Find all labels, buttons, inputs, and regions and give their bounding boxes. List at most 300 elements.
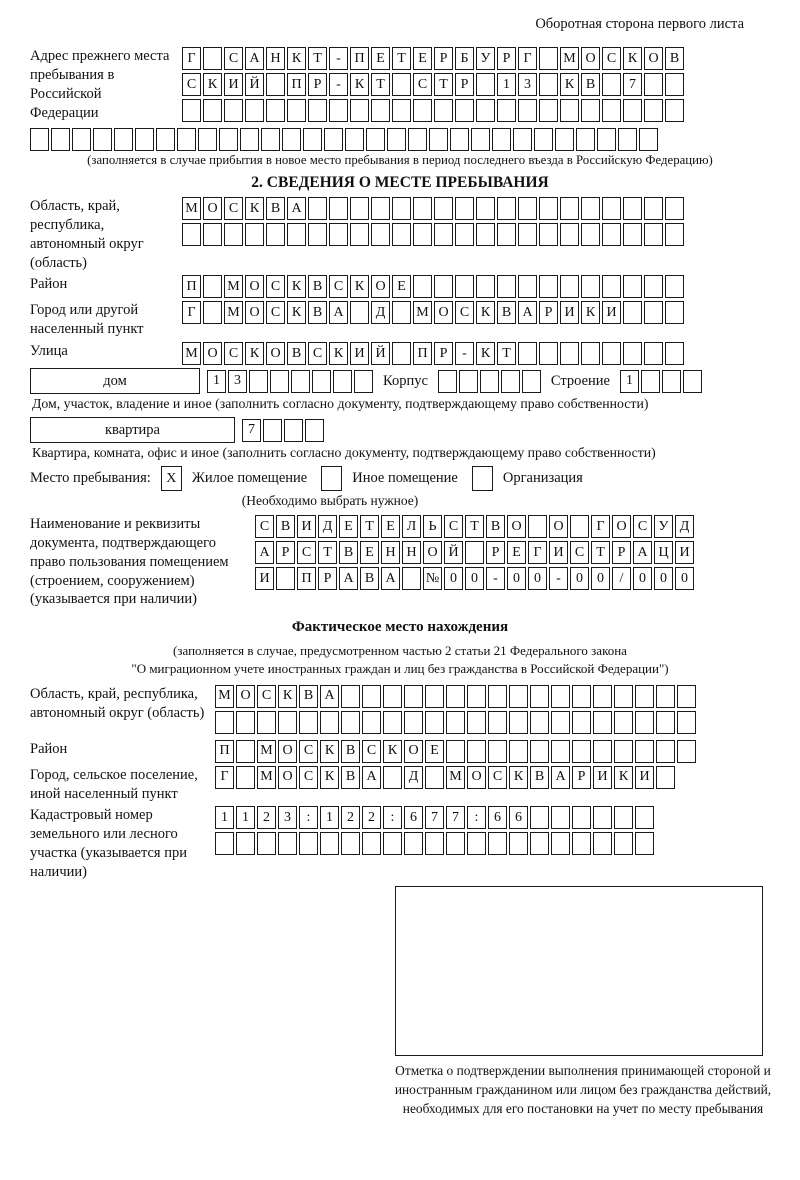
- char-box[interactable]: Т: [392, 47, 411, 70]
- char-box[interactable]: О: [423, 541, 442, 564]
- char-box[interactable]: Р: [276, 541, 295, 564]
- char-box[interactable]: [429, 128, 448, 151]
- char-box[interactable]: У: [654, 515, 673, 538]
- char-box[interactable]: [623, 301, 642, 324]
- char-box[interactable]: 3: [518, 73, 537, 96]
- char-box[interactable]: [392, 73, 411, 96]
- char-box[interactable]: [287, 99, 306, 122]
- char-box[interactable]: К: [203, 73, 222, 96]
- char-box[interactable]: Н: [381, 541, 400, 564]
- char-box[interactable]: [413, 99, 432, 122]
- char-box[interactable]: [72, 128, 91, 151]
- char-box[interactable]: К: [560, 73, 579, 96]
- char-box[interactable]: Р: [497, 47, 516, 70]
- char-box[interactable]: [467, 832, 486, 855]
- char-box[interactable]: [312, 370, 331, 393]
- char-box[interactable]: 0: [465, 567, 484, 590]
- char-box[interactable]: [425, 685, 444, 708]
- char-box[interactable]: [459, 370, 478, 393]
- char-box[interactable]: /: [612, 567, 631, 590]
- char-box[interactable]: В: [486, 515, 505, 538]
- char-box[interactable]: [581, 223, 600, 246]
- char-box[interactable]: П: [287, 73, 306, 96]
- char-box[interactable]: 6: [488, 806, 507, 829]
- char-box[interactable]: [240, 128, 259, 151]
- char-box[interactable]: Р: [308, 73, 327, 96]
- char-box[interactable]: В: [276, 515, 295, 538]
- char-box[interactable]: [488, 740, 507, 763]
- char-box[interactable]: 0: [591, 567, 610, 590]
- char-box[interactable]: А: [339, 567, 358, 590]
- char-box[interactable]: Н: [266, 47, 285, 70]
- char-box[interactable]: [662, 370, 681, 393]
- char-box[interactable]: [572, 740, 591, 763]
- char-box[interactable]: О: [245, 301, 264, 324]
- char-box[interactable]: К: [320, 766, 339, 789]
- char-box[interactable]: [366, 128, 385, 151]
- char-box[interactable]: :: [467, 806, 486, 829]
- char-box[interactable]: К: [287, 275, 306, 298]
- char-box[interactable]: [560, 197, 579, 220]
- char-box[interactable]: [413, 223, 432, 246]
- char-box[interactable]: [270, 370, 289, 393]
- char-box[interactable]: 1: [215, 806, 234, 829]
- char-box[interactable]: О: [236, 685, 255, 708]
- char-box[interactable]: [425, 711, 444, 734]
- char-box[interactable]: [341, 711, 360, 734]
- char-box[interactable]: [539, 275, 558, 298]
- char-box[interactable]: [581, 99, 600, 122]
- char-box[interactable]: С: [224, 197, 243, 220]
- char-box[interactable]: [450, 128, 469, 151]
- char-box[interactable]: [215, 832, 234, 855]
- char-box[interactable]: И: [350, 342, 369, 365]
- char-box[interactable]: -: [486, 567, 505, 590]
- char-box[interactable]: [476, 223, 495, 246]
- char-box[interactable]: [266, 73, 285, 96]
- char-box[interactable]: [665, 99, 684, 122]
- char-box[interactable]: П: [182, 275, 201, 298]
- char-box[interactable]: М: [224, 275, 243, 298]
- char-box[interactable]: Е: [392, 275, 411, 298]
- char-box[interactable]: С: [455, 301, 474, 324]
- char-box[interactable]: С: [308, 342, 327, 365]
- char-box[interactable]: П: [350, 47, 369, 70]
- char-box[interactable]: [404, 711, 423, 734]
- char-box[interactable]: О: [581, 47, 600, 70]
- char-box[interactable]: Д: [404, 766, 423, 789]
- char-box[interactable]: С: [224, 47, 243, 70]
- char-box[interactable]: 1: [236, 806, 255, 829]
- char-box[interactable]: К: [509, 766, 528, 789]
- char-box[interactable]: Г: [518, 47, 537, 70]
- char-box[interactable]: [570, 515, 589, 538]
- char-box[interactable]: [282, 128, 301, 151]
- char-box[interactable]: О: [203, 197, 222, 220]
- char-box[interactable]: [329, 99, 348, 122]
- char-box[interactable]: [539, 197, 558, 220]
- char-box[interactable]: А: [255, 541, 274, 564]
- char-box[interactable]: О: [245, 275, 264, 298]
- char-box[interactable]: 7: [446, 806, 465, 829]
- char-box[interactable]: М: [560, 47, 579, 70]
- char-box[interactable]: С: [182, 73, 201, 96]
- char-box[interactable]: О: [203, 342, 222, 365]
- char-box[interactable]: [665, 301, 684, 324]
- char-box[interactable]: Г: [591, 515, 610, 538]
- char-box[interactable]: Г: [182, 301, 201, 324]
- char-box[interactable]: [383, 711, 402, 734]
- char-box[interactable]: Е: [425, 740, 444, 763]
- char-box[interactable]: [656, 711, 675, 734]
- char-box[interactable]: 3: [228, 370, 247, 393]
- char-box[interactable]: С: [266, 301, 285, 324]
- char-box[interactable]: Й: [444, 541, 463, 564]
- char-box[interactable]: [324, 128, 343, 151]
- char-box[interactable]: [534, 128, 553, 151]
- char-box[interactable]: [551, 740, 570, 763]
- char-box[interactable]: [455, 99, 474, 122]
- char-box[interactable]: №: [423, 567, 442, 590]
- char-box[interactable]: [404, 685, 423, 708]
- char-box[interactable]: [303, 128, 322, 151]
- char-box[interactable]: [177, 128, 196, 151]
- char-box[interactable]: А: [245, 47, 264, 70]
- char-box[interactable]: А: [362, 766, 381, 789]
- char-box[interactable]: 1: [620, 370, 639, 393]
- char-box[interactable]: [219, 128, 238, 151]
- char-box[interactable]: В: [299, 685, 318, 708]
- checkbox-other-premises[interactable]: [321, 466, 342, 491]
- char-box[interactable]: Б: [455, 47, 474, 70]
- char-box[interactable]: С: [602, 47, 621, 70]
- char-box[interactable]: С: [329, 275, 348, 298]
- char-box[interactable]: [623, 342, 642, 365]
- char-box[interactable]: [308, 99, 327, 122]
- char-box[interactable]: [392, 223, 411, 246]
- char-box[interactable]: [434, 99, 453, 122]
- char-box[interactable]: А: [381, 567, 400, 590]
- char-box[interactable]: [308, 223, 327, 246]
- char-box[interactable]: И: [593, 766, 612, 789]
- char-box[interactable]: [203, 47, 222, 70]
- char-box[interactable]: :: [299, 806, 318, 829]
- char-box[interactable]: 1: [207, 370, 226, 393]
- char-box[interactable]: [236, 711, 255, 734]
- char-box[interactable]: [392, 99, 411, 122]
- char-box[interactable]: И: [675, 541, 694, 564]
- char-box[interactable]: А: [518, 301, 537, 324]
- char-box[interactable]: Й: [245, 73, 264, 96]
- char-box[interactable]: [425, 766, 444, 789]
- char-box[interactable]: [266, 223, 285, 246]
- char-box[interactable]: [371, 99, 390, 122]
- char-box[interactable]: [656, 740, 675, 763]
- char-box[interactable]: К: [623, 47, 642, 70]
- char-box[interactable]: [572, 806, 591, 829]
- char-box[interactable]: Т: [371, 73, 390, 96]
- char-box[interactable]: Т: [434, 73, 453, 96]
- char-box[interactable]: [501, 370, 520, 393]
- char-box[interactable]: 7: [623, 73, 642, 96]
- char-box[interactable]: В: [360, 567, 379, 590]
- char-box[interactable]: 7: [425, 806, 444, 829]
- char-box[interactable]: [350, 223, 369, 246]
- char-box[interactable]: [560, 342, 579, 365]
- char-box[interactable]: Р: [612, 541, 631, 564]
- char-box[interactable]: 1: [320, 806, 339, 829]
- char-box[interactable]: К: [278, 685, 297, 708]
- char-box[interactable]: М: [182, 197, 201, 220]
- char-box[interactable]: Д: [675, 515, 694, 538]
- char-box[interactable]: [341, 685, 360, 708]
- char-box[interactable]: К: [476, 342, 495, 365]
- char-box[interactable]: [581, 342, 600, 365]
- char-box[interactable]: Т: [465, 515, 484, 538]
- char-box[interactable]: [539, 47, 558, 70]
- char-box[interactable]: Л: [402, 515, 421, 538]
- char-box[interactable]: [644, 301, 663, 324]
- char-box[interactable]: [593, 832, 612, 855]
- char-box[interactable]: [509, 832, 528, 855]
- char-box[interactable]: [263, 419, 282, 442]
- char-box[interactable]: С: [299, 766, 318, 789]
- char-box[interactable]: 0: [570, 567, 589, 590]
- char-box[interactable]: 2: [341, 806, 360, 829]
- char-box[interactable]: А: [287, 197, 306, 220]
- char-box[interactable]: В: [308, 301, 327, 324]
- char-box[interactable]: [644, 197, 663, 220]
- char-box[interactable]: К: [383, 740, 402, 763]
- char-box[interactable]: Т: [308, 47, 327, 70]
- char-box[interactable]: [383, 766, 402, 789]
- char-box[interactable]: [320, 711, 339, 734]
- char-box[interactable]: [551, 685, 570, 708]
- char-box[interactable]: [593, 740, 612, 763]
- char-box[interactable]: [333, 370, 352, 393]
- char-box[interactable]: [278, 711, 297, 734]
- char-box[interactable]: [402, 567, 421, 590]
- char-box[interactable]: [635, 806, 654, 829]
- char-box[interactable]: [266, 99, 285, 122]
- char-box[interactable]: [530, 806, 549, 829]
- char-box[interactable]: [284, 419, 303, 442]
- char-box[interactable]: К: [350, 275, 369, 298]
- char-box[interactable]: Д: [371, 301, 390, 324]
- char-box[interactable]: [329, 223, 348, 246]
- char-box[interactable]: М: [413, 301, 432, 324]
- char-box[interactable]: [276, 567, 295, 590]
- char-box[interactable]: С: [413, 73, 432, 96]
- char-box[interactable]: [350, 197, 369, 220]
- char-box[interactable]: С: [224, 342, 243, 365]
- char-box[interactable]: Д: [318, 515, 337, 538]
- char-box[interactable]: [434, 275, 453, 298]
- char-box[interactable]: [467, 685, 486, 708]
- char-box[interactable]: М: [446, 766, 465, 789]
- char-box[interactable]: И: [560, 301, 579, 324]
- char-box[interactable]: В: [341, 740, 360, 763]
- char-box[interactable]: [623, 197, 642, 220]
- char-box[interactable]: [513, 128, 532, 151]
- char-box[interactable]: [530, 832, 549, 855]
- char-box[interactable]: [555, 128, 574, 151]
- char-box[interactable]: [581, 197, 600, 220]
- char-box[interactable]: [224, 223, 243, 246]
- char-box[interactable]: [528, 515, 547, 538]
- char-box[interactable]: [560, 99, 579, 122]
- char-box[interactable]: [438, 370, 457, 393]
- char-box[interactable]: [623, 275, 642, 298]
- char-box[interactable]: У: [476, 47, 495, 70]
- char-box[interactable]: П: [215, 740, 234, 763]
- char-box[interactable]: М: [215, 685, 234, 708]
- char-box[interactable]: [203, 223, 222, 246]
- char-box[interactable]: [203, 275, 222, 298]
- char-box[interactable]: В: [287, 342, 306, 365]
- char-box[interactable]: О: [434, 301, 453, 324]
- char-box[interactable]: [665, 342, 684, 365]
- char-box[interactable]: [614, 806, 633, 829]
- char-box[interactable]: [257, 711, 276, 734]
- char-box[interactable]: [530, 711, 549, 734]
- char-box[interactable]: [597, 128, 616, 151]
- char-box[interactable]: П: [413, 342, 432, 365]
- char-box[interactable]: [350, 301, 369, 324]
- char-box[interactable]: [51, 128, 70, 151]
- char-box[interactable]: 2: [257, 806, 276, 829]
- char-box[interactable]: В: [341, 766, 360, 789]
- char-box[interactable]: 0: [654, 567, 673, 590]
- char-box[interactable]: [614, 685, 633, 708]
- char-box[interactable]: [236, 766, 255, 789]
- char-box[interactable]: С: [266, 275, 285, 298]
- char-box[interactable]: К: [287, 47, 306, 70]
- char-box[interactable]: [677, 740, 696, 763]
- char-box[interactable]: Е: [381, 515, 400, 538]
- char-box[interactable]: Е: [371, 47, 390, 70]
- char-box[interactable]: Р: [539, 301, 558, 324]
- char-box[interactable]: [114, 128, 133, 151]
- char-box[interactable]: [497, 99, 516, 122]
- char-box[interactable]: [341, 832, 360, 855]
- char-box[interactable]: Н: [402, 541, 421, 564]
- char-box[interactable]: [683, 370, 702, 393]
- char-box[interactable]: [362, 685, 381, 708]
- char-box[interactable]: [455, 223, 474, 246]
- char-box[interactable]: А: [551, 766, 570, 789]
- char-box[interactable]: [530, 740, 549, 763]
- char-box[interactable]: К: [320, 740, 339, 763]
- char-box[interactable]: [261, 128, 280, 151]
- char-box[interactable]: М: [182, 342, 201, 365]
- char-box[interactable]: С: [297, 541, 316, 564]
- char-box[interactable]: [467, 740, 486, 763]
- char-box[interactable]: -: [329, 47, 348, 70]
- checkbox-residential[interactable]: X: [161, 466, 182, 491]
- char-box[interactable]: [614, 832, 633, 855]
- char-box[interactable]: [308, 197, 327, 220]
- char-box[interactable]: [299, 832, 318, 855]
- char-box[interactable]: [539, 342, 558, 365]
- char-box[interactable]: С: [488, 766, 507, 789]
- checkbox-organization[interactable]: [472, 466, 493, 491]
- char-box[interactable]: [245, 99, 264, 122]
- char-box[interactable]: О: [278, 766, 297, 789]
- char-box[interactable]: [644, 73, 663, 96]
- char-box[interactable]: А: [329, 301, 348, 324]
- char-box[interactable]: [329, 197, 348, 220]
- char-box[interactable]: [539, 99, 558, 122]
- char-box[interactable]: О: [266, 342, 285, 365]
- char-box[interactable]: М: [224, 301, 243, 324]
- char-box[interactable]: [198, 128, 217, 151]
- char-box[interactable]: О: [278, 740, 297, 763]
- char-box[interactable]: [203, 301, 222, 324]
- char-box[interactable]: 0: [675, 567, 694, 590]
- char-box[interactable]: [455, 275, 474, 298]
- char-box[interactable]: [518, 197, 537, 220]
- char-box[interactable]: [677, 685, 696, 708]
- char-box[interactable]: В: [339, 541, 358, 564]
- char-box[interactable]: [644, 342, 663, 365]
- char-box[interactable]: К: [287, 301, 306, 324]
- char-box[interactable]: [665, 275, 684, 298]
- char-box[interactable]: [387, 128, 406, 151]
- char-box[interactable]: [135, 128, 154, 151]
- char-box[interactable]: -: [455, 342, 474, 365]
- char-box[interactable]: [602, 197, 621, 220]
- char-box[interactable]: [518, 223, 537, 246]
- char-box[interactable]: [665, 197, 684, 220]
- char-box[interactable]: [539, 73, 558, 96]
- char-box[interactable]: [551, 832, 570, 855]
- char-box[interactable]: [203, 99, 222, 122]
- char-box[interactable]: [509, 711, 528, 734]
- char-box[interactable]: [476, 73, 495, 96]
- char-box[interactable]: Т: [497, 342, 516, 365]
- char-box[interactable]: 0: [444, 567, 463, 590]
- char-box[interactable]: С: [257, 685, 276, 708]
- char-box[interactable]: [518, 275, 537, 298]
- char-box[interactable]: Р: [434, 47, 453, 70]
- char-box[interactable]: Р: [486, 541, 505, 564]
- char-box[interactable]: И: [224, 73, 243, 96]
- char-box[interactable]: О: [404, 740, 423, 763]
- char-box[interactable]: В: [308, 275, 327, 298]
- char-box[interactable]: В: [665, 47, 684, 70]
- char-box[interactable]: [476, 275, 495, 298]
- char-box[interactable]: Т: [318, 541, 337, 564]
- char-box[interactable]: О: [549, 515, 568, 538]
- char-box[interactable]: И: [297, 515, 316, 538]
- char-box[interactable]: И: [635, 766, 654, 789]
- char-box[interactable]: [635, 740, 654, 763]
- char-box[interactable]: [665, 223, 684, 246]
- char-box[interactable]: [602, 73, 621, 96]
- char-box[interactable]: Ц: [654, 541, 673, 564]
- char-box[interactable]: Г: [528, 541, 547, 564]
- char-box[interactable]: [635, 711, 654, 734]
- char-box[interactable]: [488, 685, 507, 708]
- char-box[interactable]: [572, 711, 591, 734]
- char-box[interactable]: В: [530, 766, 549, 789]
- char-box[interactable]: А: [320, 685, 339, 708]
- char-box[interactable]: Р: [455, 73, 474, 96]
- char-box[interactable]: [392, 197, 411, 220]
- char-box[interactable]: Ь: [423, 515, 442, 538]
- char-box[interactable]: [602, 342, 621, 365]
